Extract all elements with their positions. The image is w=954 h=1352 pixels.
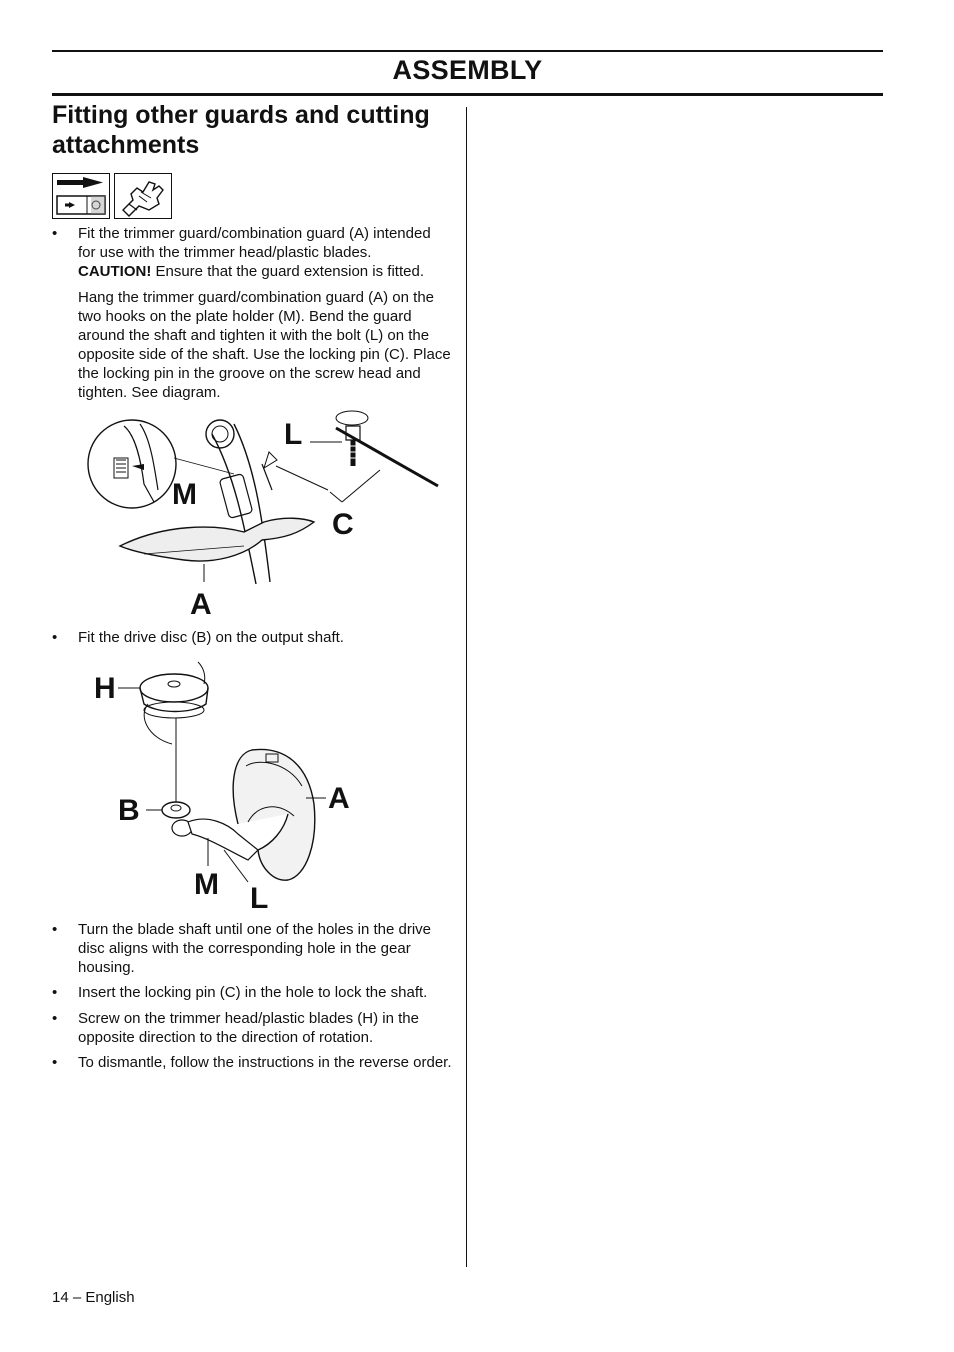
bullet-text: To dismantle, follow the instructions in the reverse order. — [78, 1054, 452, 1071]
bullet-text: Screw on the trimmer head/plastic blades (H) in the opposite direction to the direction of rotation. — [78, 1010, 419, 1046]
instruction-paragraph: Hang the trimmer guard/combination guard (A) on the two hooks on the plate holder (M). Bend the guard around the shaft and tighten it with the bolt (L) on the opposite side of the shaft. Use the locking pin (C). Place the locking pin in the groove on the screw head and tighten. See diagram. — [78, 289, 451, 401]
label-M: M — [172, 478, 197, 511]
label-C: C — [332, 508, 354, 541]
bullet-text: Fit the trimmer guard/combination guard (A) intended for use with the trimmer head/plastic blades. — [78, 225, 431, 261]
section-title: ASSEMBLY — [392, 55, 543, 85]
bullet-text: Fit the drive disc (B) on the output shaft. — [78, 629, 344, 646]
label-L: L — [250, 882, 269, 914]
bullet-text: Turn the blade shaft until one of the holes in the drive disc aligns with the corresponding hole in the gear housing. — [78, 921, 432, 976]
bullet-symbol: • — [52, 629, 58, 646]
bullet-text: Insert the locking pin (C) in the hole to lock the shaft. — [78, 984, 428, 1001]
label-A: A — [328, 782, 350, 815]
label-L: L — [284, 418, 303, 451]
arrow-lock-icon — [52, 173, 110, 219]
bullet-symbol: • — [52, 984, 58, 1001]
label-B: B — [118, 794, 140, 827]
drive-disc-diagram — [88, 654, 368, 914]
label-H: H — [94, 672, 116, 705]
header-rule-top — [52, 50, 883, 52]
page-heading: Fitting other guards and cutting attachments — [52, 101, 430, 159]
bullet-symbol: • — [52, 1010, 58, 1027]
guard-assembly-diagram — [84, 404, 454, 624]
caution-text: Ensure that the guard extension is fitted. — [151, 263, 424, 280]
bullet-symbol: • — [52, 225, 58, 242]
bullet-symbol: • — [52, 1054, 58, 1071]
safety-icons — [52, 173, 172, 219]
label-A: A — [190, 588, 212, 621]
column-divider — [466, 107, 467, 1267]
bullet-symbol: • — [52, 921, 58, 938]
header-rule-bottom — [52, 93, 883, 96]
caution-label: CAUTION! — [78, 263, 152, 280]
label-M: M — [194, 868, 219, 901]
glove-icon — [114, 173, 172, 219]
page-footer: 14 – English — [52, 1289, 135, 1306]
